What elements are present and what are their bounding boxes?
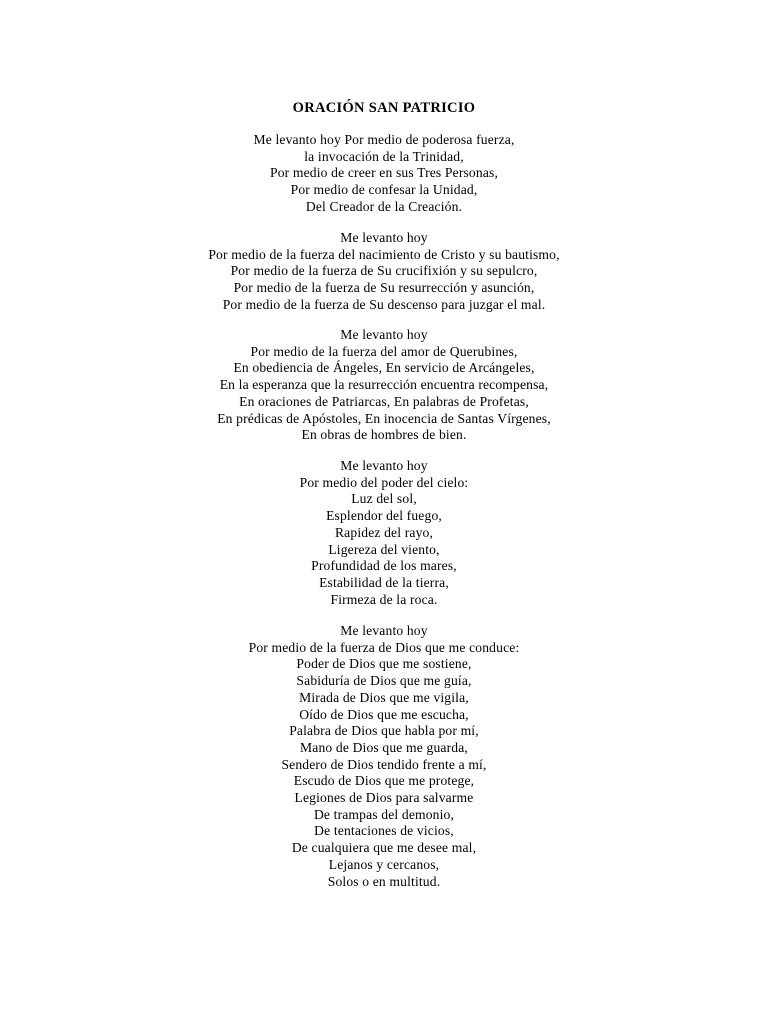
verse-line: Profundidad de los mares,: [311, 558, 457, 574]
verse-line: Firmeza de la roca.: [330, 591, 438, 607]
verse-line: Por medio de la fuerza de Dios que me conduce:: [248, 639, 520, 655]
verse-line: Me levanto hoy: [340, 230, 428, 245]
verse-line: Por medio de la fuerza de Su crucifixión y su sepulcro,: [230, 263, 538, 279]
verse-line: Por medio de la fuerza de Su resurrección y asunción,: [233, 280, 535, 296]
stanza: [0, 132, 768, 216]
verse-line: Poder de Dios que me sostiene,: [296, 656, 472, 672]
verse-line: De cualquiera que me desee mal,: [291, 840, 477, 856]
verse-line: Por medio de creer en sus Tres Personas,: [270, 165, 498, 181]
verse-line: Palabra de Dios que habla por mí,: [289, 723, 479, 739]
verse-line: Me levanto hoy Por medio de poderosa fuerza,: [253, 132, 515, 147]
verse-line: Por medio del poder del cielo:: [299, 474, 469, 490]
verse-line: De tentaciones de vicios,: [314, 823, 454, 839]
stanza: [0, 623, 768, 890]
verse-line: Por medio de la fuerza de Su descenso para juzgar el mal.: [222, 296, 546, 312]
verse-line: Me levanto hoy: [340, 458, 428, 473]
verse-line: Mirada de Dios que me vigila,: [299, 689, 469, 705]
verse-line: la invocación de la Trinidad,: [304, 148, 464, 164]
verse-line: Esplendor del fuego,: [326, 508, 442, 524]
verse-line: Por medio de la fuerza del nacimiento de Cristo y su bautismo,: [208, 246, 560, 262]
verse-line: Estabilidad de la tierra,: [319, 574, 449, 590]
verse-line: Luz del sol,: [351, 491, 417, 507]
verse-line: Ligereza del viento,: [328, 541, 440, 557]
verse-line: Sendero de Dios tendido frente a mí,: [281, 756, 487, 772]
verse-line: Mano de Dios que me guarda,: [300, 739, 468, 755]
verse-line: Oído de Dios que me escucha,: [299, 706, 469, 722]
verse-line: Legiones de Dios para salvarme: [294, 790, 474, 806]
verse-line: En la esperanza que la resurrección encuentra recompensa,: [219, 377, 549, 393]
verse-line: Sabiduría de Dios que me guía,: [296, 673, 472, 689]
stanza: [0, 327, 768, 444]
verse-line: De trampas del demonio,: [313, 806, 455, 822]
verse-line: Rapidez del rayo,: [334, 524, 434, 540]
verse-line: Escudo de Dios que me protege,: [293, 773, 475, 789]
verse-line: En obediencia de Ángeles, En servicio de Arcángeles,: [233, 360, 535, 376]
stanza: [0, 230, 768, 314]
verse-line: Lejanos y cercanos,: [328, 856, 440, 872]
verse-line: Por medio de confesar la Unidad,: [290, 182, 478, 198]
stanza: [0, 458, 768, 608]
verse-line: En obras de hombres de bien.: [301, 427, 467, 443]
document-title: ORACIÓN SAN PATRICIO: [292, 100, 476, 116]
verse-line: Me levanto hoy: [340, 623, 428, 638]
verse-line: En prédicas de Apóstoles, En inocencia de Santas Vírgenes,: [217, 410, 551, 426]
verse-line: Del Creador de la Creación.: [305, 198, 463, 214]
verse-line: Solos o en multitud.: [327, 873, 441, 889]
verse-line: En oraciones de Patriarcas, En palabras de Profetas,: [239, 393, 529, 409]
verse-line: Por medio de la fuerza del amor de Querubines,: [250, 343, 518, 359]
verse-line: Me levanto hoy: [340, 327, 428, 342]
